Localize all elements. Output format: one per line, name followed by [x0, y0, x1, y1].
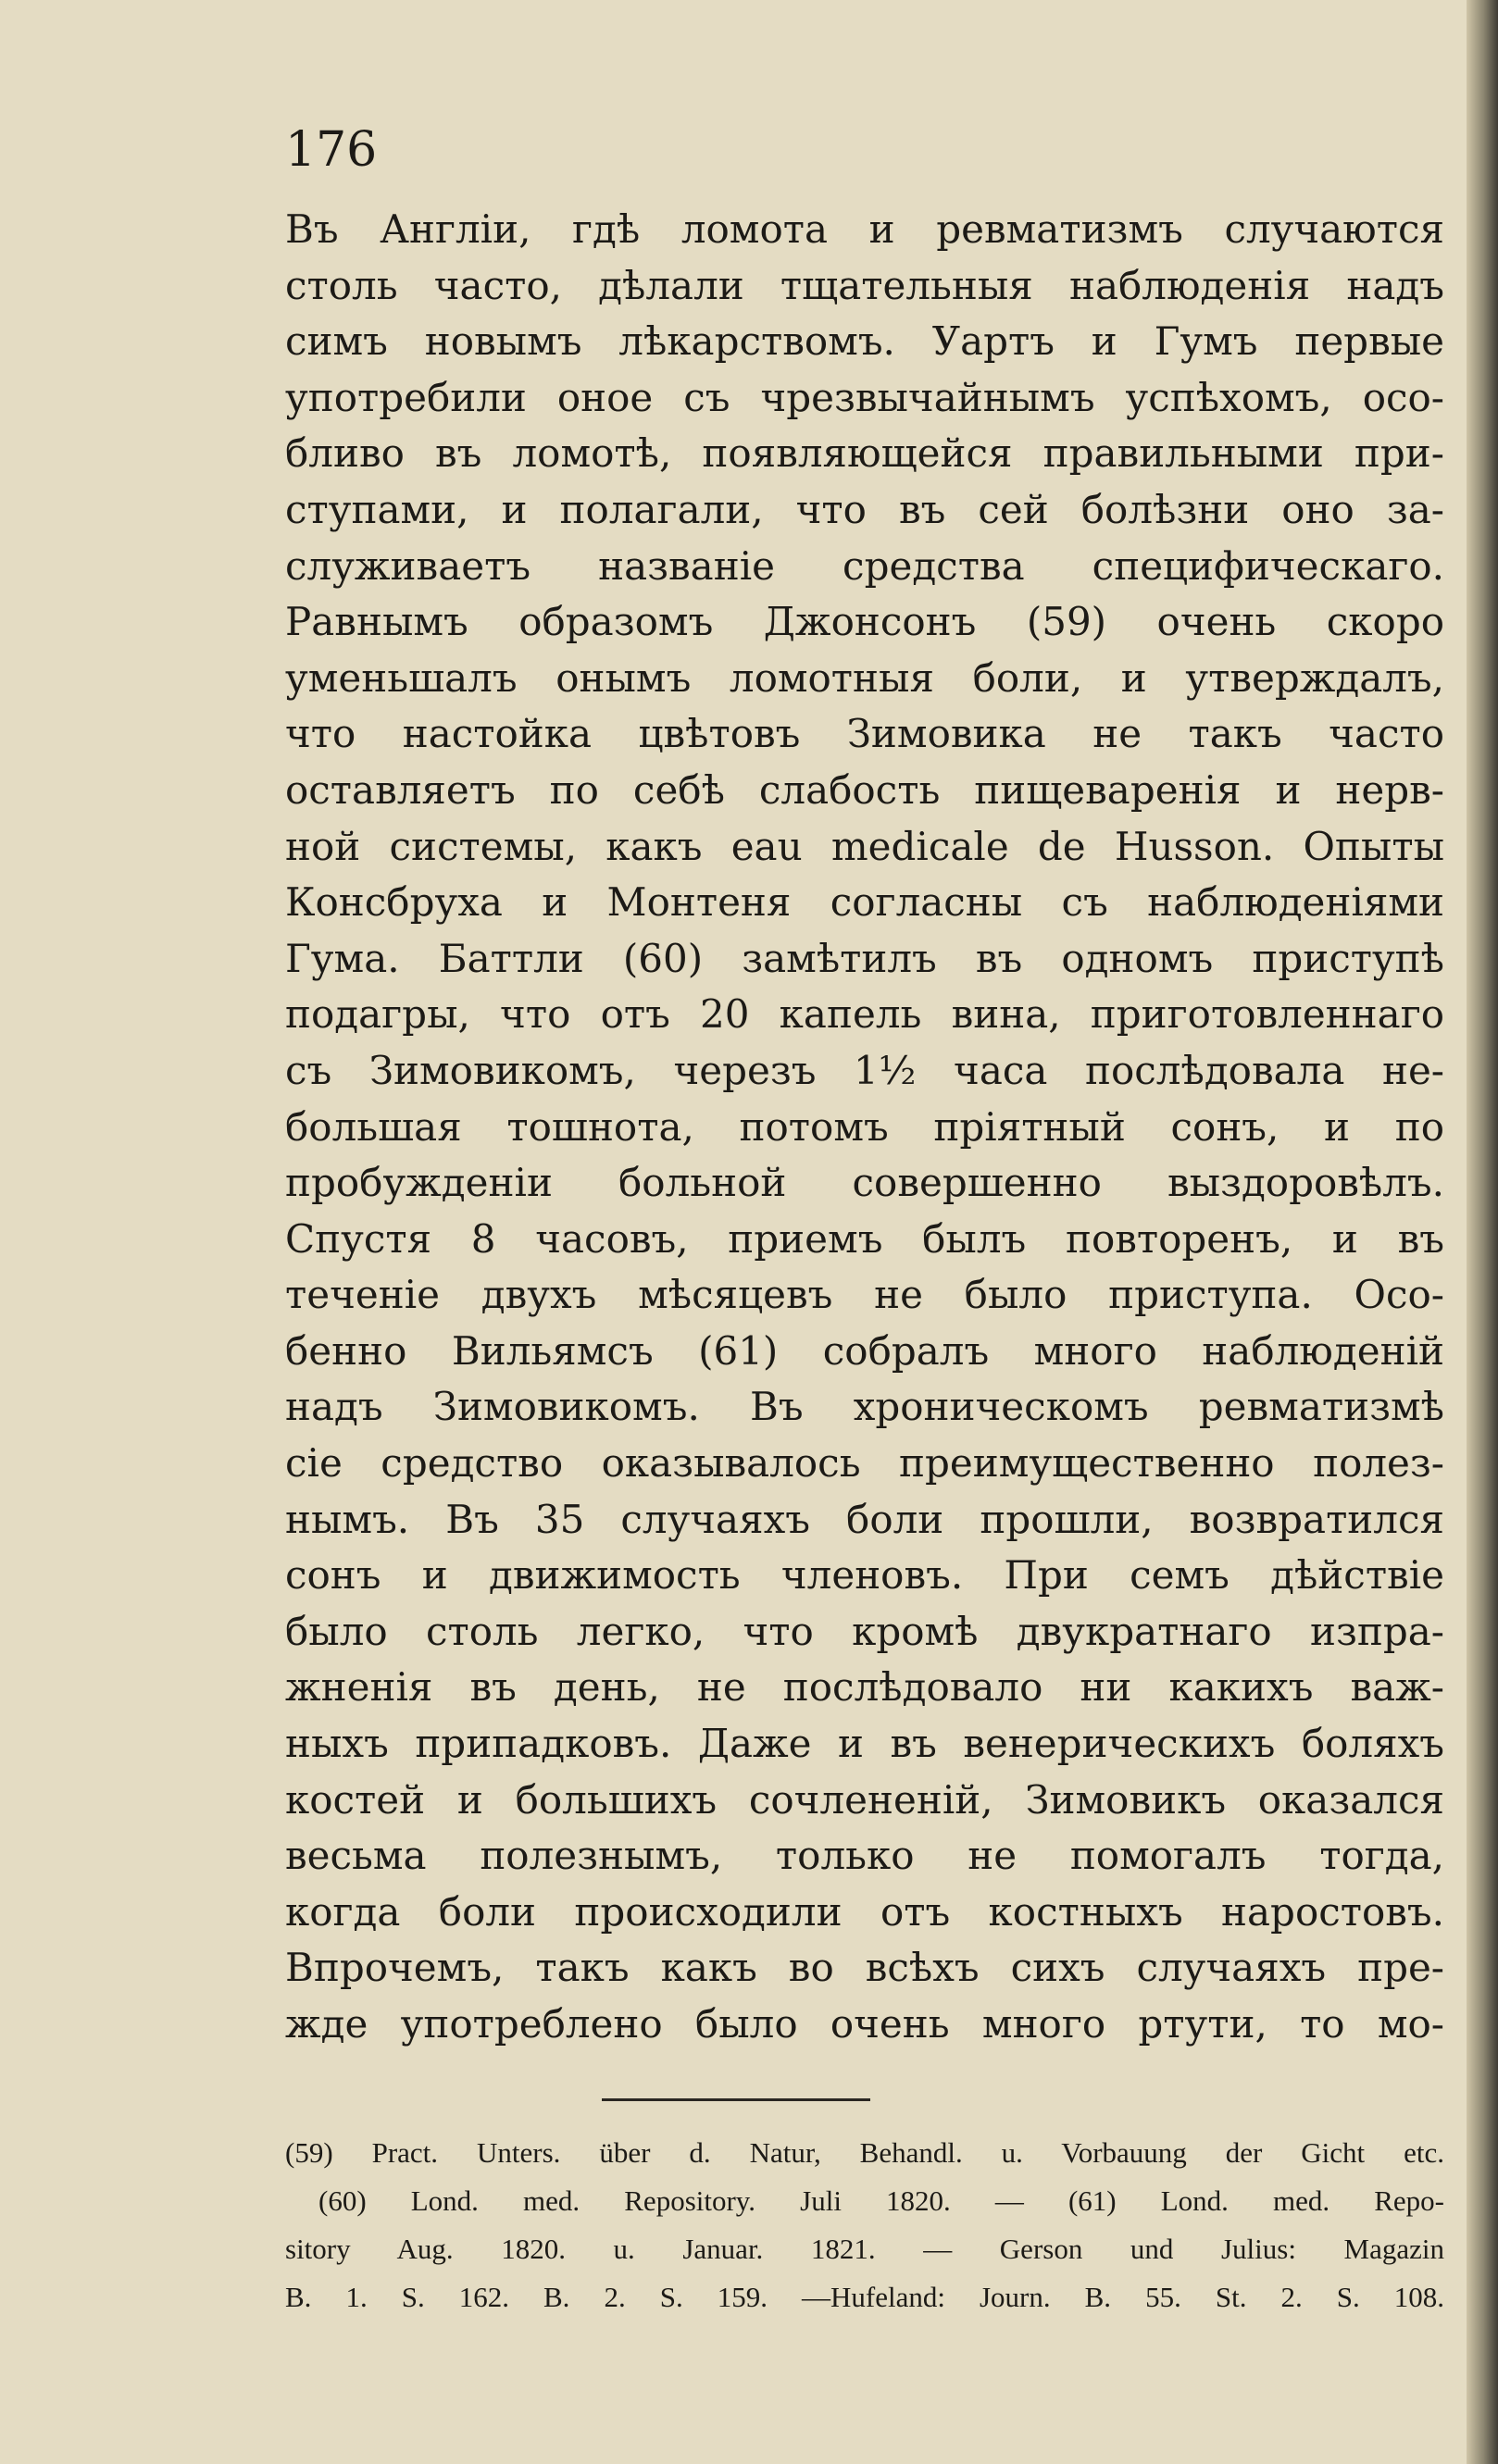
text-line: оставляетъ по себѣ слабость пищеваренія и нерв- [285, 766, 1444, 813]
text-line: столь часто, дѣлали тщательныя наблюденія надъ [285, 262, 1444, 308]
text-line: что настойка цвѣтовъ Зимовика не такъ часто [285, 711, 1444, 757]
text-line: симъ новымъ лѣкарствомъ. Уартъ и Гумъ первые [285, 318, 1444, 365]
text-line: костей и большихъ сочлененій, Зимовикъ оказался [285, 1776, 1444, 1823]
text-line: надъ Зимовикомъ. Въ хроническомъ ревматизмѣ [285, 1384, 1444, 1430]
footnote-divider [602, 2098, 870, 2101]
text-line: Спустя 8 часовъ, приемъ былъ повторенъ, и въ [285, 1215, 1444, 1262]
text-line: уменьшалъ онымъ ломотныя боли, и утверждалъ, [285, 654, 1444, 701]
text-line: бенно Вильямсъ (61) собралъ много наблюденій [285, 1327, 1444, 1374]
text-line: жненія въ день, не послѣдовало ни какихъ важ- [285, 1664, 1444, 1711]
text-line: сіе средство оказывалось преимущественно полез- [285, 1440, 1444, 1487]
text-line: пробужденіи больной совершенно выздоровѣлъ. [285, 1160, 1444, 1206]
text-line: весьма полезнымъ, только не помогалъ тогда, [285, 1833, 1444, 1879]
text-line: когда боли происходили отъ костныхъ наростовъ. [285, 1888, 1444, 1935]
text-line: ной системы, какъ eau medicale de Husson. Опыты [285, 823, 1444, 869]
footnote-line: (60) Lond. med. Repository. Juli 1820. — (61) Lond. med. Repo- [318, 2184, 1444, 2217]
text-line: теченіе двухъ мѣсяцевъ не было приступа. Осо- [285, 1272, 1444, 1318]
text-line: сонъ и движимость членовъ. При семъ дѣйствіе [285, 1552, 1444, 1599]
body-text [285, 202, 1444, 2053]
text-line: служиваетъ названіе средства специфическаго. [285, 542, 1444, 589]
text-line: Равнымъ образомъ Джонсонъ (59) очень скоро [285, 599, 1444, 645]
text-line: употребили оное съ чрезвычайнымъ успѣхомъ, осо- [285, 374, 1444, 420]
text-line: Впрочемъ, такъ какъ во всѣхъ сихъ случаяхъ пре- [285, 1945, 1444, 1991]
footnote-line: (59) Pract. Unters. über d. Natur, Behandl. u. Vorbauung der Gicht etc. [285, 2136, 1444, 2169]
text-line: жде употреблено было очень много ртути, то мо- [285, 2001, 1444, 2047]
text-line: Консбруха и Монтеня согласны съ наблюденіями [285, 879, 1444, 926]
text-line: Въ Англіи, гдѣ ломота и ревматизмъ случаются [285, 206, 1444, 252]
page-spine-shadow [1467, 0, 1498, 2464]
text-line: бливо въ ломотѣ, появляющейся правильными при- [285, 430, 1444, 477]
text-line: ступами, и полагали, что въ сей болѣзни оно за- [285, 486, 1444, 532]
text-line: подагры, что отъ 20 капель вина, приготовленнаго [285, 991, 1444, 1038]
text-line: нымъ. Въ 35 случаяхъ боли прошли, возвратился [285, 1496, 1444, 1542]
text-line: было столь легко, что кромѣ двукратнаго изпра- [285, 1608, 1444, 1654]
text-line: большая тошнота, потомъ пріятный сонъ, и по [285, 1103, 1444, 1150]
page-number: 176 [285, 122, 378, 178]
footnotes [285, 2129, 1444, 2321]
text-line: съ Зимовикомъ, черезъ 1½ часа послѣдовала не- [285, 1047, 1444, 1093]
footnote-line: B. 1. S. 162. B. 2. S. 159. —Hufeland: Journ. B. 55. St. 2. S. 108. [285, 2281, 1444, 2313]
footnote-line: sitory Aug. 1820. u. Januar. 1821. — Gerson und Julius: Magazin [285, 2233, 1444, 2265]
text-line: ныхъ припадковъ. Даже и въ венерическихъ боляхъ [285, 1721, 1444, 1767]
text-line: Гума. Баттли (60) замѣтилъ въ одномъ приступѣ [285, 935, 1444, 981]
